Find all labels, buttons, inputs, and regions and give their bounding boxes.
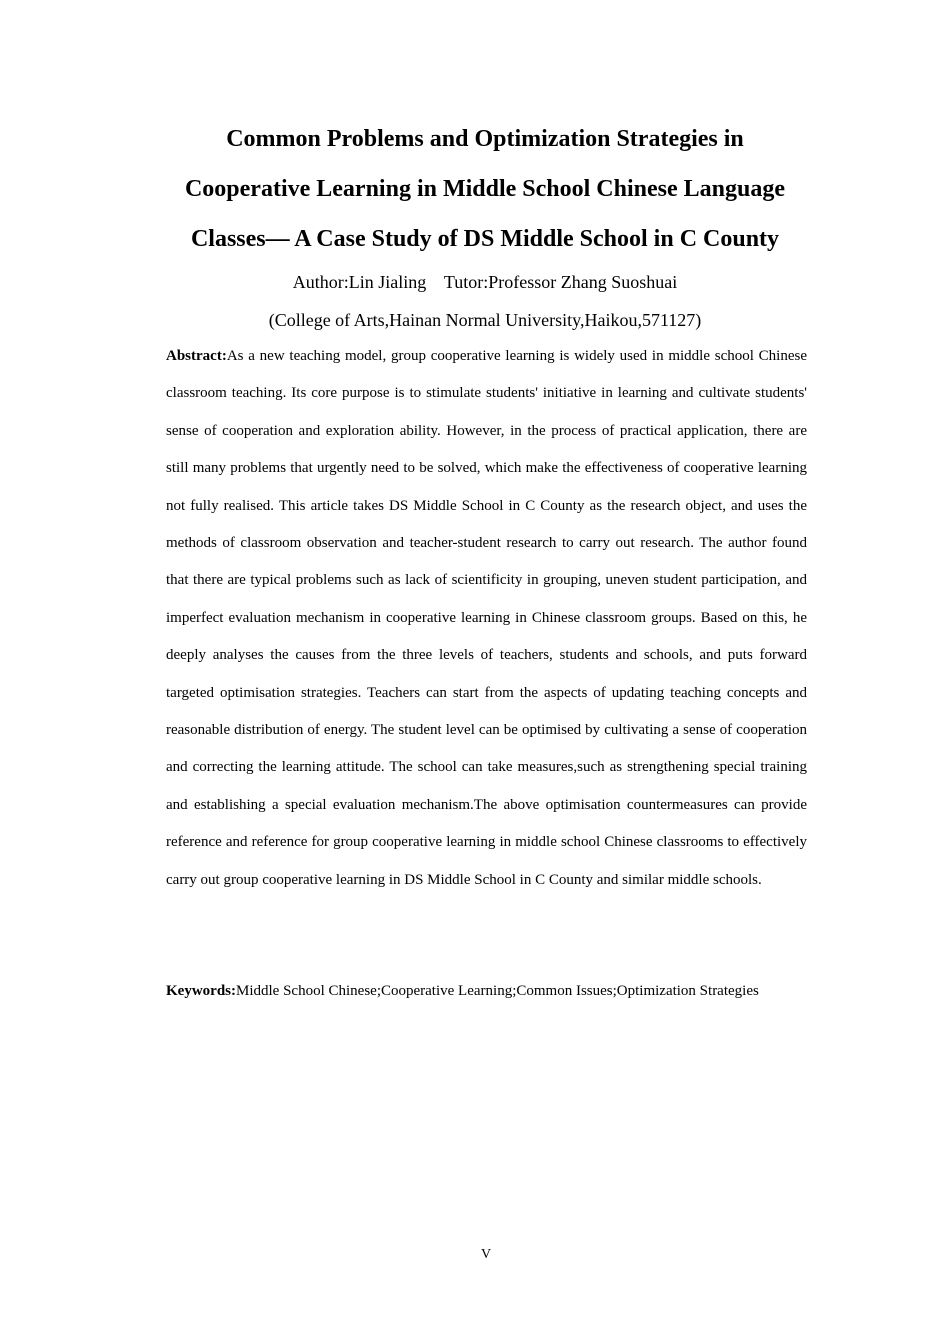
author-line: Author:Lin Jialing Tutor:Professor Zhang Suoshuai xyxy=(292,272,678,292)
page-number: V xyxy=(480,1247,492,1262)
title-line-2: Cooperative Learning in Middle School Chinese Language xyxy=(184,176,786,202)
keywords-label: Keywords: xyxy=(166,983,236,999)
abstract-text: As a new teaching model, group cooperative learning is widely used in middle school Chinese classroom teaching. Its core purpose is to stimulate students' initiative in learning and cultivate students' sense of cooperation and exploration ability. However, in the process of practical application, there are still many problems that urgently need to be solved, which make the effectiveness of cooperative learning not fully realised. This article takes DS Middle School in C County as the research object, and uses the methods of classroom observation and teacher-student research to carry out research. The author found that there are typical problems such as lack of scientificity in grouping, uneven student participation, and imperfect evaluation mechanism in cooperative learning in Chinese classroom groups. Based on this, he deeply analyses the causes from the three levels of teachers, students and schools, and puts forward targeted optimisation strategies. Teachers can start from the aspects of updating teaching concepts and reasonable distribution of energy. The student level can be optimised by cultivating a sense of cooperation and correcting the learning attitude. The school can take measures,such as strengthening special training and establishing a special evaluation mechanism.The above optimisation countermeasures can provide reference and reference for group cooperative learning in middle school Chinese classrooms to effectively carry out group cooperative learning in DS Middle School in C County and similar middle schools. xyxy=(166,348,807,888)
title-line-3: Classes— A Case Study of DS Middle School in C County xyxy=(190,226,780,252)
title-line-1: Common Problems and Optimization Strategies in xyxy=(226,126,744,152)
abstract-paragraph xyxy=(166,338,807,899)
paper-title xyxy=(150,114,820,264)
abstract-label: Abstract: xyxy=(166,348,227,364)
keywords-paragraph xyxy=(166,973,807,1010)
affiliation-line: (College of Arts,Hainan Normal University,Haikou,571127) xyxy=(268,310,702,330)
keywords-text: Middle School Chinese;Cooperative Learning;Common Issues;Optimization Strategies xyxy=(236,983,759,999)
